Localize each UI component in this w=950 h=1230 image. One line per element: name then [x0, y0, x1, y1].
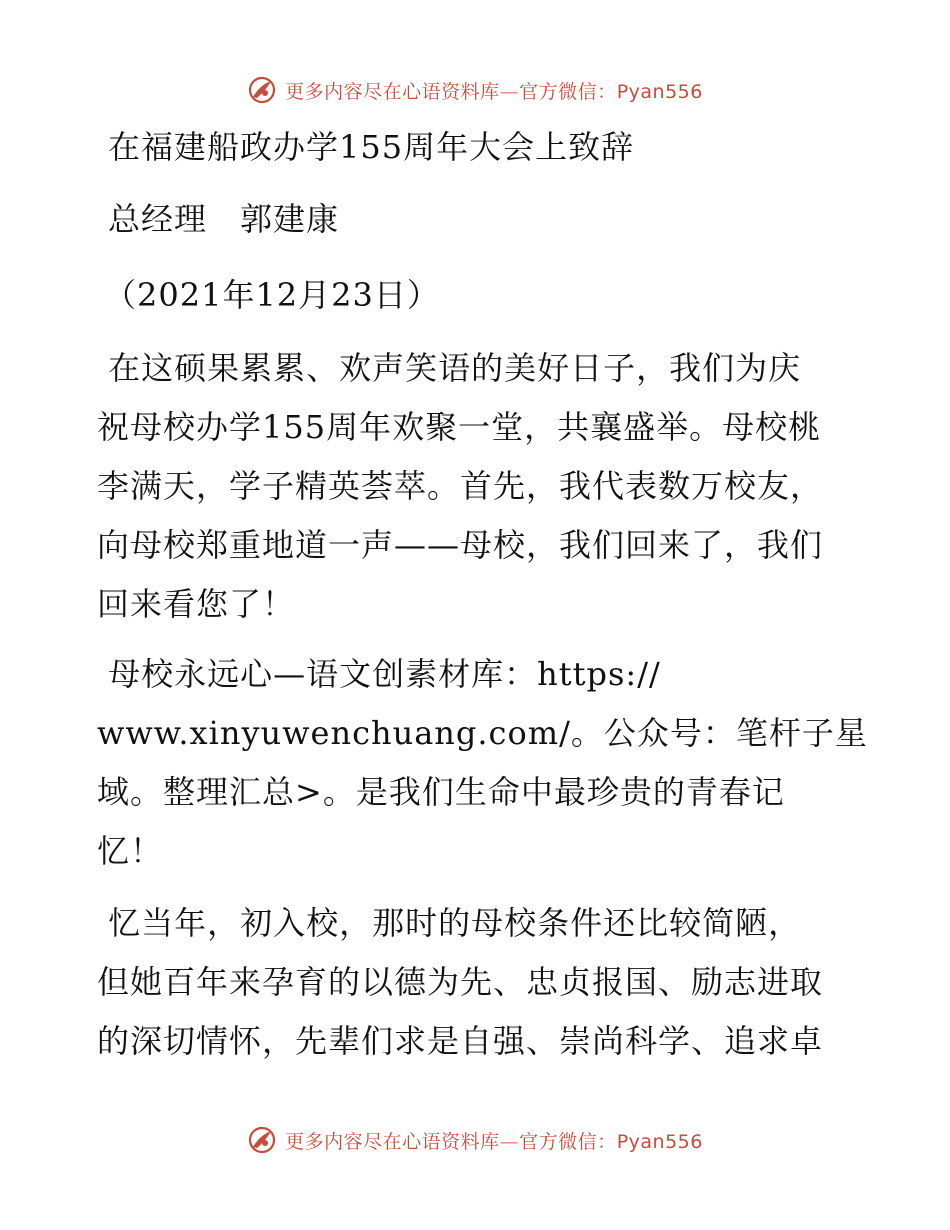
document-title: 在福建船政办学155周年大会上致辞 [108, 128, 635, 166]
paragraph-3-line: 但她百年来孕育的以德为先、忠贞报国、励志进取 [97, 963, 824, 1001]
banner-text: 更多内容尽在心语资料库—官方微信：Pyan556 [285, 80, 703, 103]
paragraph-2-line: 域。整理汇总>。是我们生命中最珍贵的青春记 [97, 773, 785, 811]
banner-text: 更多内容尽在心语资料库—官方微信：Pyan556 [285, 1130, 703, 1153]
paragraph-1-line: 回来看您了！ [97, 585, 296, 623]
paragraph-2-line: www.xinyuwenchuang.com/。公众号：笔杆子星 [97, 714, 868, 752]
paragraph-1-line: 李满天，学子精英荟萃。首先，我代表数万校友， [97, 467, 824, 505]
header-banner [0, 70, 950, 110]
pen-circle-logo-icon [247, 75, 277, 105]
paragraph-3-line: 的深切情怀，先辈们求是自强、崇尚科学、追求卓 [97, 1022, 824, 1060]
footer-banner [0, 1120, 950, 1160]
paragraph-3-line: 忆当年，初入校，那时的母校条件还比较简陋， [97, 904, 802, 942]
paragraph-1-line: 向母校郑重地道一声——母校，我们回来了，我们 [97, 526, 824, 564]
document-author: 总经理 郭建康 [108, 200, 340, 238]
paragraph-1-line: 祝母校办学155周年欢聚一堂，共襄盛举。母校桃 [97, 408, 822, 446]
pen-circle-logo-icon [247, 1125, 277, 1155]
paragraph-1-line: 在这硕果累累、欢声笑语的美好日子，我们为庆 [97, 349, 802, 387]
document-date: （2021年12月23日） [104, 276, 440, 314]
paragraph-2-line: 忆！ [97, 832, 164, 870]
paragraph-2-line: 母校永远心—语文创素材库：https:// [97, 655, 661, 693]
